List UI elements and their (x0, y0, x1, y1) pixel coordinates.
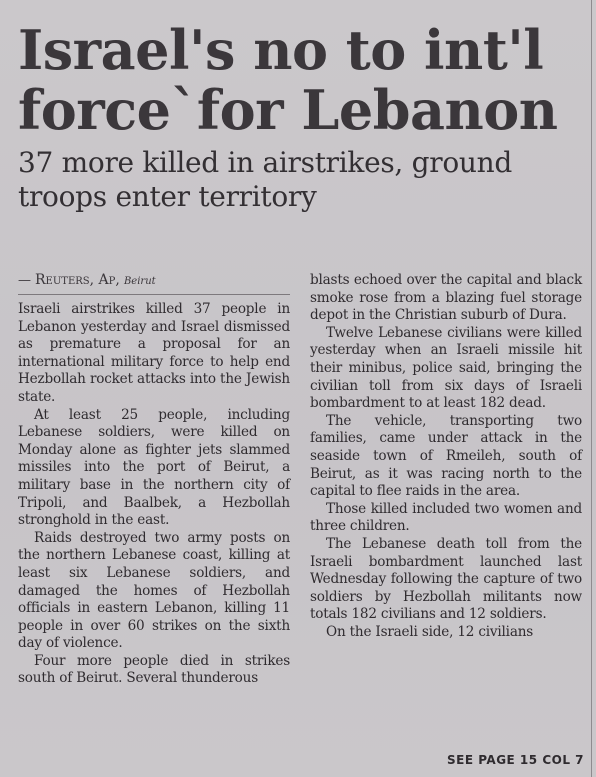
paragraph: Four more people died in strikes south of Beirut. Several thunderous (18, 652, 290, 687)
headline-line-2: force`for Lebanon (18, 78, 558, 142)
paragraph: Those killed included two women and three children. (310, 500, 582, 535)
subheadline-line-2: troops enter territory (18, 180, 317, 213)
headline-line-1: Israel's no to int'l (18, 18, 544, 82)
column-rule (591, 0, 592, 777)
byline-city: Beirut (123, 276, 156, 287)
paragraph: Twelve Lebanese civilians were killed yesterday when an Israeli missile hit their minibus, police said, bringing the civilian toll from six days of Israeli bombardment to at least 182 dead. (310, 324, 582, 412)
byline-dash: — (18, 273, 31, 288)
byline (18, 272, 290, 295)
paragraph: Raids destroyed two army posts on the northern Lebanese coast, killing at least six Lebanese soldiers, and damaged the homes of Hezbollah officials in eastern Lebanon, killing 11 people in over 60 strikes on the sixth day of violence. (18, 529, 290, 652)
paragraph: At least 25 people, including Lebanese soldiers, were killed on Monday alone as fighter jets slammed missiles into the port of Beirut, a military base in the northern city of Tripoli, and Baalbek, a Hezbollah stronghold in the east. (18, 406, 290, 529)
subheadline (18, 146, 586, 214)
paragraph: On the Israeli side, 12 civilians (326, 623, 534, 640)
byline-agencies: Reuters, Ap, (35, 272, 120, 288)
article-column-left (18, 272, 290, 688)
paragraph: The vehicle, transporting two families, came under attack in the seaside town of Rmeileh, south of Beirut, as it was racing north to the capital to flee raids in the area. (310, 412, 582, 500)
paragraph: blasts echoed over the capital and black smoke rose from a blazing fuel storage depot in the Christian suburb of Dura. (310, 272, 582, 324)
continued-on-page-note: SEE PAGE 15 COL 7 (447, 753, 584, 767)
paragraph: Israeli airstrikes killed 37 people in Lebanon yesterday and Israel dismissed as premature a proposal for an international military force to help end Hezbollah rocket attacks into the Jewish state. (18, 301, 290, 405)
paragraph: The Lebanese death toll from the Israeli bombardment launched last Wednesday following the capture of two soldiers by Hezbollah militants now totals 182 civilians and 12 soldiers. (310, 535, 582, 623)
headline (18, 20, 586, 140)
subheadline-line-1: 37 more killed in airstrikes, ground (18, 146, 512, 179)
article-column-right (310, 272, 582, 641)
